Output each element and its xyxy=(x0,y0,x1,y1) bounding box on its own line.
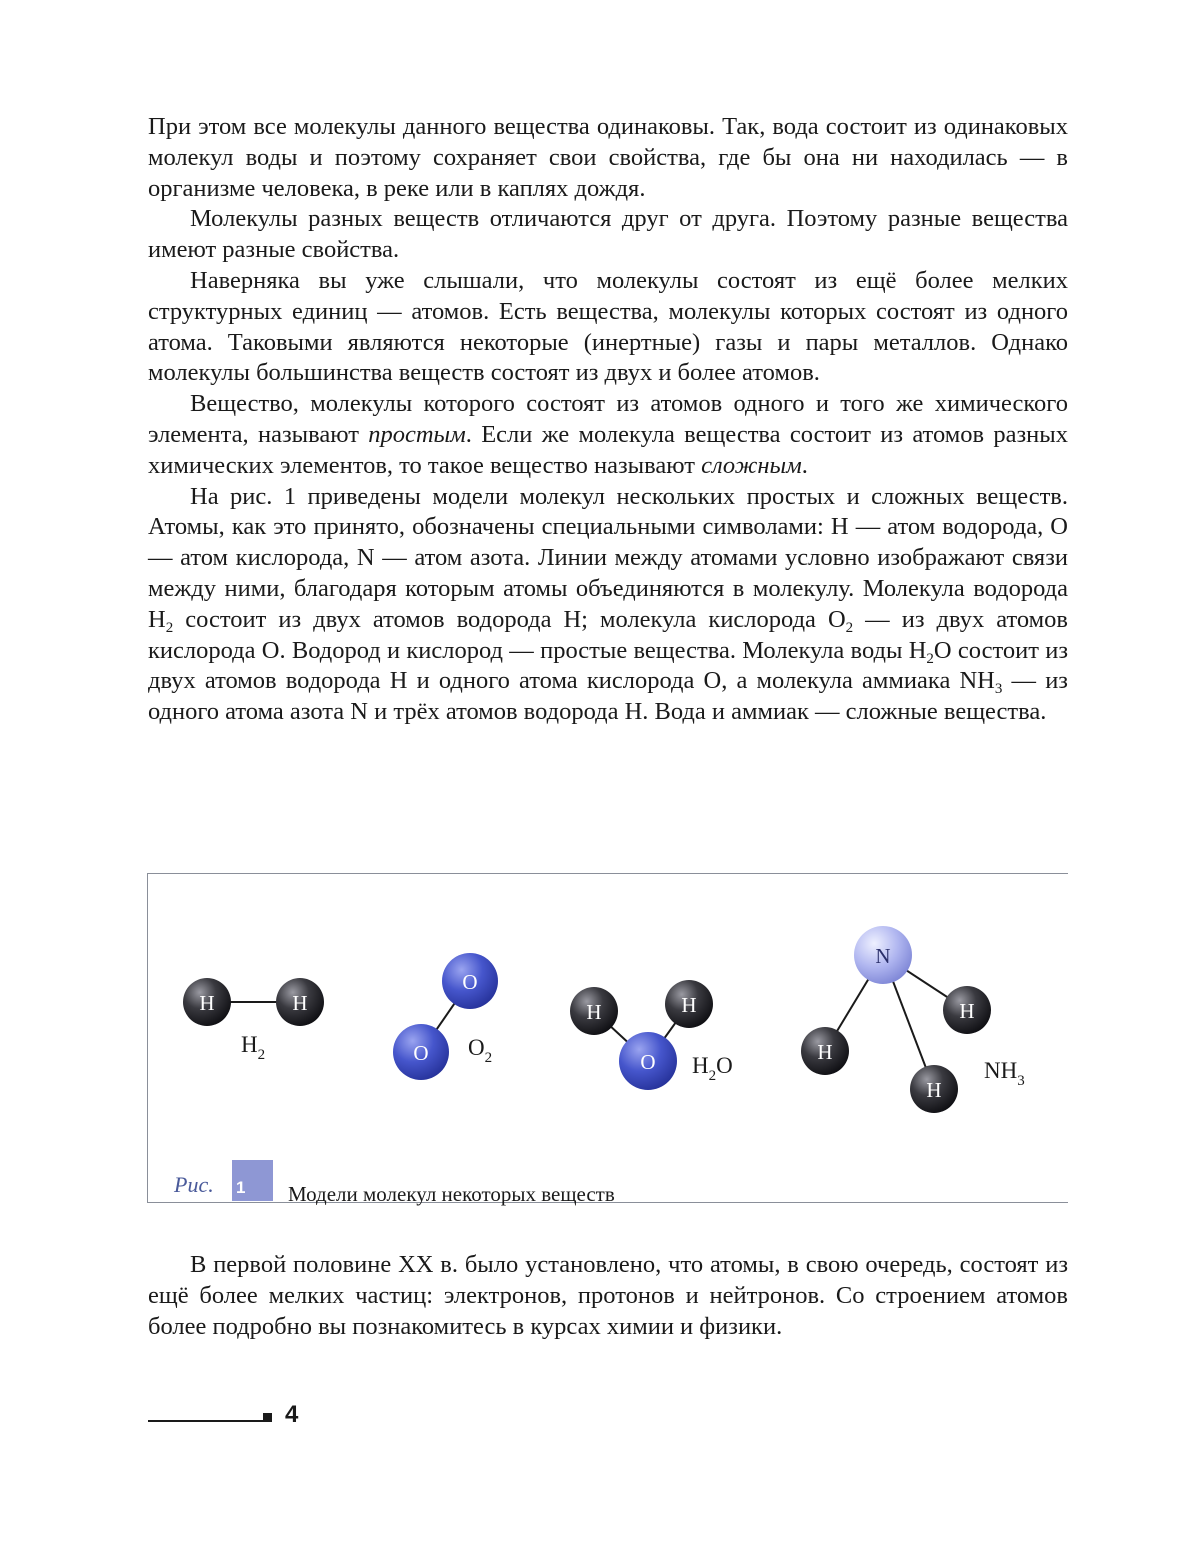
atom-hydrogen xyxy=(276,978,324,1026)
molecule-diagram xyxy=(148,874,1069,1204)
svg-text:O: O xyxy=(640,1050,656,1074)
paragraph-3: Наверняка вы уже слышали, что молекулы состоят из ещё более мелких структурных единиц — атомов. Есть вещества, молекулы которых состоят из одного атома. Таковыми являются некоторые (инертные) газы и пары металлов. Однако молекулы большинства веществ состоят из двух и более атомов. xyxy=(148,266,1068,387)
svg-text:H: H xyxy=(926,1078,942,1102)
svg-text:H: H xyxy=(199,991,215,1015)
atom-nitrogen xyxy=(854,926,912,984)
atom-hydrogen xyxy=(943,986,991,1034)
paragraph-1: При этом все молекулы данного вещества одинаковы. Так, вода состоит из одинаковых молекул воды и поэтому сохраняет свои свойства, где бы она ни находилась — в организме человека, в реке или в каплях дождя. xyxy=(148,113,1068,202)
svg-text:H: H xyxy=(586,1000,602,1024)
formula-o2: $O_2$ xyxy=(468,1035,493,1066)
body-text-top xyxy=(148,112,1068,728)
figure-label: Рис. xyxy=(174,1172,214,1197)
svg-text:H: H xyxy=(959,999,975,1023)
paragraph-2: Молекулы разных веществ отличаются друг от друга. Поэтому разные вещества имеют разные свойства. xyxy=(148,205,1068,264)
svg-text:O: O xyxy=(413,1041,429,1065)
molecule-nh3 xyxy=(801,926,1025,1113)
atom-oxygen xyxy=(442,953,498,1009)
atom-hydrogen xyxy=(910,1065,958,1113)
term-complex: сложным xyxy=(701,451,802,479)
figure-caption: Модели молекул некоторых веществ xyxy=(288,1182,615,1206)
svg-text:N: N xyxy=(875,944,891,968)
body-text-bottom xyxy=(148,1250,1068,1342)
atom-hydrogen xyxy=(665,980,713,1028)
figure-number-badge: 1 xyxy=(232,1160,273,1201)
formula-nh3: $NH_3$ xyxy=(984,1058,1025,1089)
term-simple: простым xyxy=(368,420,466,448)
formula-h2: $H_2$ xyxy=(241,1032,266,1063)
svg-text:H: H xyxy=(681,993,697,1017)
atom-oxygen xyxy=(619,1032,677,1090)
paragraph-5: На рис. 1 приведены модели молекул нескольких простых и сложных веществ. Атомы, как это принято, обозначены специальными символами: H — атом водорода, O — атом кислорода, N — атом азота. Линии между атомами условно изображают связи между ними, благодаря которым атомы объединяются в молекулу. Молекула водорода $H_2$ состоит из двух атомов водорода H; молекула кислорода $O_2$ — из двух атомов кислорода O. Водород и кислород — простые вещества. Молекула воды $H_2O$ состоит из двух атомов водорода H и одного атома кислорода O, а молекула аммиака $NH_3$ — из одного атома азота N и трёх атомов водорода H. Вода и аммиак — сложные вещества. xyxy=(148,482,1069,726)
molecule-h2 xyxy=(183,978,324,1063)
svg-text:O: O xyxy=(462,970,478,994)
footer-marker xyxy=(263,1413,272,1422)
paragraph-4: Вещество, молекулы которого состоят из атомов одного и того же химического элемента, называют простым. Если же молекула вещества состоит из атомов разных химических элементов, то такое вещество называют сложным. xyxy=(148,390,1068,479)
formula-h2o: $H_2O$ xyxy=(692,1053,733,1084)
atom-oxygen xyxy=(393,1024,449,1080)
atom-hydrogen xyxy=(183,978,231,1026)
figure-molecule-models xyxy=(147,873,1068,1206)
footer-rule xyxy=(148,1420,263,1422)
svg-text:H: H xyxy=(817,1040,833,1064)
paragraph-6: В первой половине XX в. было установлено, что атомы, в свою очередь, состоят из ещё более мелких частиц: электронов, протонов и нейтронов. Со строением атомов более подробно вы познакомитесь в курсах химии и физики. xyxy=(148,1251,1068,1340)
page-number: 4 xyxy=(285,1401,299,1428)
atom-hydrogen xyxy=(801,1027,849,1075)
atom-hydrogen xyxy=(570,987,618,1035)
molecule-h2o xyxy=(570,980,733,1090)
svg-text:H: H xyxy=(292,991,308,1015)
